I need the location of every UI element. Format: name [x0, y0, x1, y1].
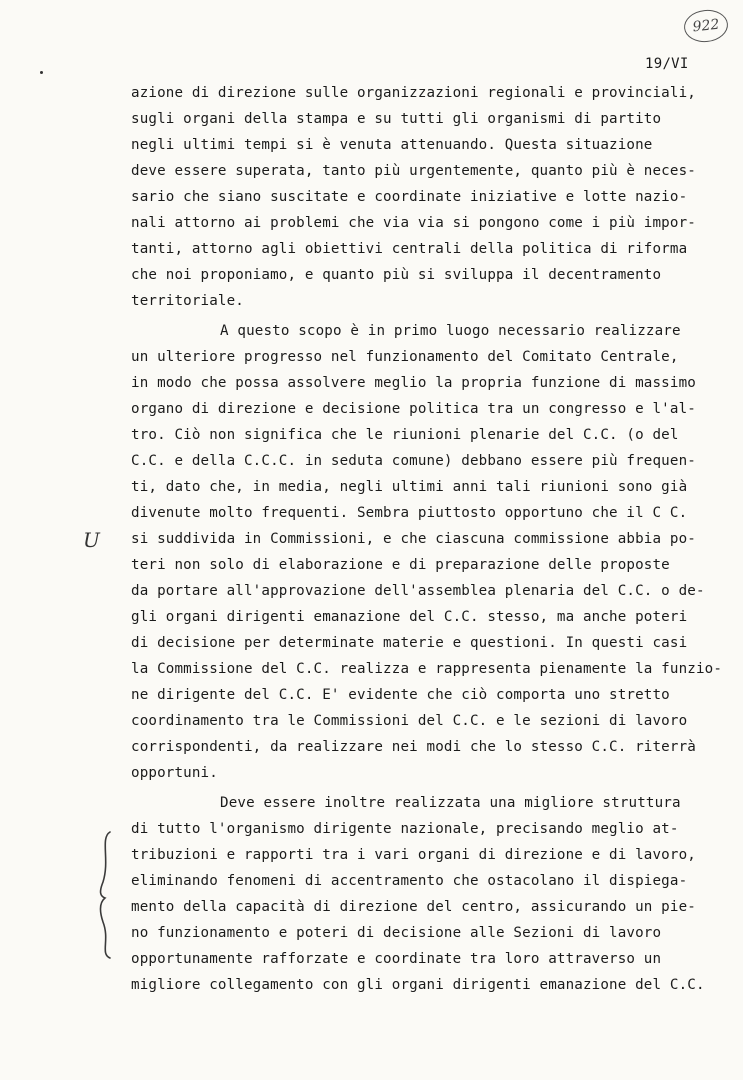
text-line: ne dirigente del C.C. E' evidente che ciò comporta uno stretto — [131, 687, 670, 703]
text-line: in modo che possa assolvere meglio la propria funzione di massimo — [131, 375, 696, 391]
text-line: no funzionamento e poteri di decisione alle Sezioni di lavoro — [131, 925, 662, 941]
text-line: da portare all'approvazione dell'assemblea plenaria del C.C. o de- — [131, 583, 705, 599]
text-line: tro. Ciò non significa che le riunioni plenarie del C.C. (o del — [131, 427, 679, 443]
margin-dot — [40, 71, 43, 74]
text-line: di tutto l'organismo dirigente nazionale, precisando meglio at- — [131, 821, 679, 837]
text-line: teri non solo di elaborazione e di preparazione delle proposte — [131, 557, 670, 573]
margin-note-mark: U — [83, 528, 100, 552]
text-line: negli ultimi tempi si è venuta attenuando. Questa situazione — [131, 137, 653, 153]
text-line: si suddivida in Commissioni, e che ciascuna commissione abbia po- — [131, 531, 696, 547]
text-line: C.C. e della C.C.C. in seduta comune) debbano essere più frequen- — [131, 453, 696, 469]
text-line: sario che siano suscitate e coordinate iniziative e lotte nazio- — [131, 189, 688, 205]
text-line: eliminando fenomeni di accentramento che ostacolano il dispiega- — [131, 873, 688, 889]
paragraph — [131, 318, 723, 786]
paragraph — [131, 80, 711, 314]
document-body — [131, 80, 723, 998]
archive-stamp-number: 922 — [691, 16, 721, 36]
text-line: Deve essere inoltre realizzata una migliore struttura — [220, 795, 681, 811]
text-line: opportuni. — [131, 765, 218, 781]
text-line: tanti, attorno agli obiettivi centrali della politica di riforma — [131, 241, 688, 257]
text-line: nali attorno ai problemi che via via si pongono come i più impor- — [131, 215, 696, 231]
text-line: organo di direzione e decisione politica tra un congresso e l'al- — [131, 401, 696, 417]
text-line: corrispondenti, da realizzare nei modi che lo stesso C.C. riterrà — [131, 739, 696, 755]
text-line: ti, dato che, in media, negli ultimi anni tali riunioni sono già — [131, 479, 688, 495]
text-line: la Commissione del C.C. realizza e rappresenta pienamente la funzio- — [131, 661, 723, 677]
text-line: sugli organi della stampa e su tutti gli organismi di partito — [131, 111, 662, 127]
text-line: che noi proponiamo, e quanto più si sviluppa il decentramento — [131, 267, 662, 283]
text-line: A questo scopo è in primo luogo necessario realizzare — [220, 323, 681, 339]
text-line: tribuzioni e rapporti tra i vari organi di direzione e di lavoro, — [131, 847, 696, 863]
paragraph — [131, 790, 711, 998]
text-line: divenute molto frequenti. Sembra piuttosto opportuno che il C C. — [131, 505, 688, 521]
text-line: gli organi dirigenti emanazione del C.C. stesso, ma anche poteri — [131, 609, 688, 625]
text-line: deve essere superata, tanto più urgentemente, quanto più è neces- — [131, 163, 696, 179]
text-line: un ulteriore progresso nel funzionamento del Comitato Centrale, — [131, 349, 679, 365]
text-line: mento della capacità di direzione del centro, assicurando un pie- — [131, 899, 696, 915]
text-line: coordinamento tra le Commissioni del C.C. e le sezioni di lavoro — [131, 713, 688, 729]
text-line: territoriale. — [131, 293, 244, 309]
text-line: opportunamente rafforzate e coordinate tra loro attraverso un — [131, 951, 662, 967]
text-line: migliore collegamento con gli organi dirigenti emanazione del C.C. — [131, 977, 705, 993]
archive-stamp — [682, 8, 729, 44]
page-number: 19/VI — [645, 56, 689, 72]
text-line: di decisione per determinate materie e questioni. In questi casi — [131, 635, 688, 651]
text-line: azione di direzione sulle organizzazioni regionali e provinciali, — [131, 85, 696, 101]
margin-bracket-icon — [96, 830, 116, 960]
